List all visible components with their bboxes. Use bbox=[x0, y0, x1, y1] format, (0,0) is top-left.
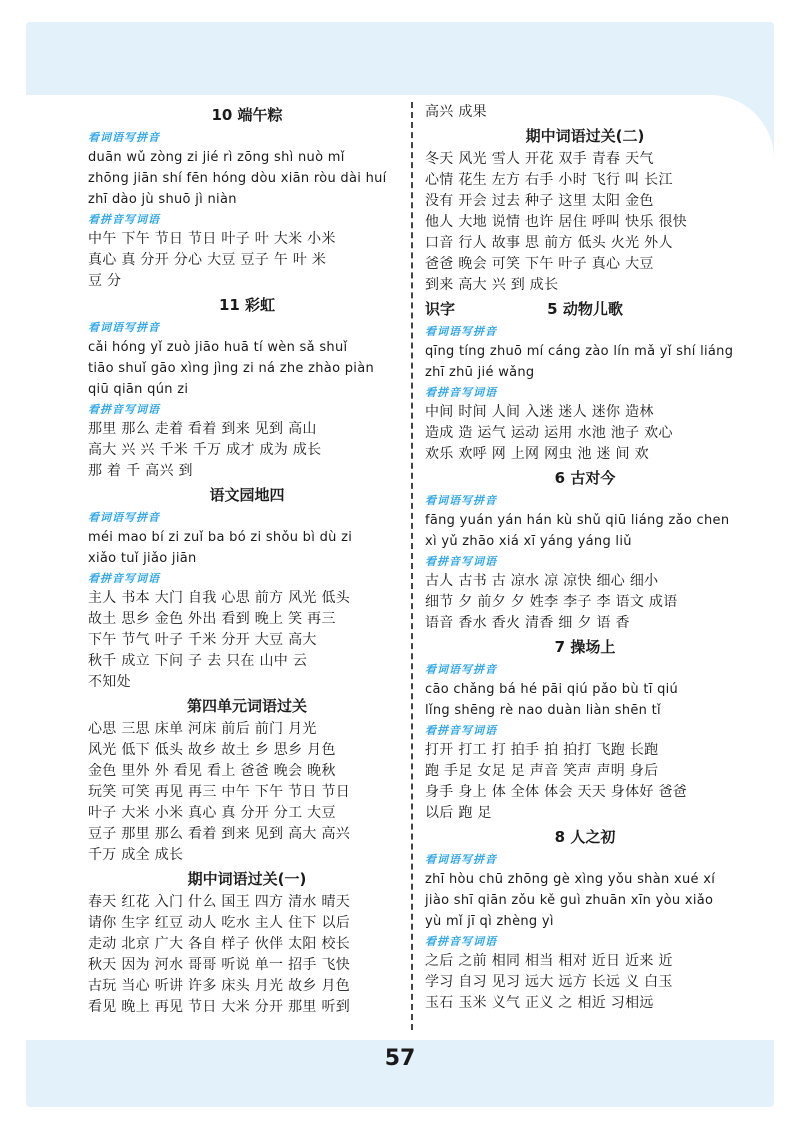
pinyin-line: qīng tíng zhuō mí cáng zào lín mǎ yǐ shí liáng bbox=[425, 344, 734, 359]
section-title bbox=[88, 102, 406, 128]
section-title-text: 6 古对今 bbox=[554, 469, 616, 487]
word-line: 欢乐 欢呼 网 上网 网虫 池 迷 间 欢 bbox=[425, 446, 649, 462]
section-title bbox=[88, 292, 406, 318]
section-title-text: 7 操场上 bbox=[554, 638, 616, 656]
exercise-label: 看拼音写词语 bbox=[425, 386, 497, 399]
word-line: 下午 节气 叶子 千米 分开 大豆 高大 bbox=[88, 632, 317, 648]
section-title bbox=[425, 123, 745, 149]
section-title-text: 11 彩虹 bbox=[218, 296, 276, 314]
word-line: 那里 那么 走着 看着 到来 见到 高山 bbox=[88, 421, 317, 437]
section-title bbox=[88, 482, 406, 508]
word-line: 古人 古书 古 凉水 凉 凉快 细心 细小 bbox=[425, 573, 659, 589]
pinyin-line: tiāo shuǐ gāo xìng jìng zi ná zhe zhào piàn bbox=[88, 361, 375, 376]
word-line: 豆 分 bbox=[88, 273, 122, 289]
word-line: 心情 花生 左方 右手 小时 飞行 叫 长江 bbox=[425, 172, 673, 188]
pinyin-line: yù mǐ jī qì zhèng yì bbox=[425, 914, 554, 929]
section-title-text: 10 端午粽 bbox=[211, 106, 283, 124]
word-line: 请你 生字 红豆 动人 吃水 主人 住下 以后 bbox=[88, 915, 351, 931]
section-title bbox=[88, 866, 406, 892]
pinyin-line: xì yǔ zhāo xiá xī yáng yáng liǔ bbox=[425, 534, 632, 549]
word-line: 玩笑 可笑 再见 再三 中午 下午 节日 节日 bbox=[88, 784, 351, 800]
word-line: 跑 手足 女足 足 声音 笑声 声明 身后 bbox=[425, 763, 659, 779]
section-lead: 识字 bbox=[425, 300, 456, 318]
word-line: 造成 造 运气 运动 运用 水池 池子 欢心 bbox=[425, 425, 673, 441]
section-title bbox=[425, 296, 745, 322]
word-line: 打开 打工 打 拍手 拍 拍打 飞跑 长跑 bbox=[425, 742, 659, 758]
pinyin-line: méi mao bí zi zuǐ ba bó zi shǒu bì dù zi bbox=[88, 530, 353, 545]
word-line: 没有 开会 过去 种子 这里 太阳 金色 bbox=[425, 193, 654, 209]
word-line: 冬天 风光 雪人 开花 双手 青春 天气 bbox=[425, 151, 654, 167]
word-line: 主人 书本 大门 自我 心思 前方 风光 低头 bbox=[88, 590, 351, 606]
exercise-label: 看拼音写词语 bbox=[88, 403, 160, 416]
pinyin-line: qiū qiān qún zi bbox=[88, 382, 189, 397]
pinyin-line: zhōng jiān shí fēn hóng dòu xiān ròu dài huí bbox=[88, 171, 387, 186]
pinyin-line: cāo chǎng bá hé pāi qiú pǎo bù tī qiú bbox=[425, 682, 679, 697]
exercise-label: 看词语写拼音 bbox=[88, 321, 160, 334]
section-title bbox=[425, 634, 745, 660]
word-line: 古玩 当心 听讲 许多 床头 月光 故乡 月色 bbox=[88, 978, 351, 994]
word-line: 到来 高大 兴 到 成长 bbox=[425, 277, 559, 293]
word-line: 故土 思乡 金色 外出 看到 晚上 笑 再三 bbox=[88, 611, 336, 627]
word-line: 不知处 bbox=[88, 674, 131, 690]
word-line: 走动 北京 广大 各自 样子 伙伴 太阳 校长 bbox=[88, 936, 351, 952]
page-number: 57 bbox=[384, 1046, 416, 1071]
word-line: 玉石 玉米 义气 正义 之 相近 习相远 bbox=[425, 995, 654, 1011]
exercise-label: 看词语写拼音 bbox=[88, 131, 160, 144]
word-line: 叶子 大米 小米 真心 真 分开 分工 大豆 bbox=[88, 805, 336, 821]
word-line: 细节 夕 前夕 夕 姓李 李子 李 语文 成语 bbox=[425, 594, 678, 610]
exercise-label: 看词语写拼音 bbox=[88, 511, 160, 524]
word-line: 秋天 因为 河水 哥哥 听说 单一 招手 飞快 bbox=[88, 957, 351, 973]
exercise-label: 看词语写拼音 bbox=[425, 325, 497, 338]
word-line: 金色 里外 外 看见 看上 爸爸 晚会 晚秋 bbox=[88, 763, 336, 779]
exercise-label: 看拼音写词语 bbox=[425, 724, 497, 737]
word-line: 真心 真 分开 分心 大豆 豆子 午 叶 米 bbox=[88, 252, 327, 268]
word-line: 中午 下午 节日 节日 叶子 叶 大米 小米 bbox=[88, 231, 336, 247]
word-line: 口音 行人 故事 思 前方 低头 火光 外人 bbox=[425, 235, 673, 251]
word-line: 风光 低下 低头 故乡 故土 乡 思乡 月色 bbox=[88, 742, 336, 758]
exercise-label: 看词语写拼音 bbox=[425, 663, 497, 676]
word-line: 高兴 成果 bbox=[425, 104, 487, 120]
pinyin-line: lǐng shēng rè nao duàn liàn shēn tǐ bbox=[425, 703, 661, 718]
word-line: 中间 时间 人间 入迷 迷人 迷你 造林 bbox=[425, 404, 654, 420]
word-line: 豆子 那里 那么 看着 到来 见到 高大 高兴 bbox=[88, 826, 351, 842]
word-line: 以后 跑 足 bbox=[425, 805, 492, 821]
word-line: 他人 大地 说情 也许 居住 呼叫 快乐 很快 bbox=[425, 214, 688, 230]
pinyin-line: duān wǔ zòng zi jié rì zōng shì nuò mǐ bbox=[88, 150, 345, 165]
word-line: 秋千 成立 下问 子 去 只在 山中 云 bbox=[88, 653, 308, 669]
word-line: 那 着 千 高兴 到 bbox=[88, 463, 193, 479]
exercise-label: 看拼音写词语 bbox=[88, 213, 160, 226]
exercise-label: 看拼音写词语 bbox=[425, 555, 497, 568]
word-line: 春天 红花 入门 什么 国王 四方 清水 晴天 bbox=[88, 894, 351, 910]
word-line: 语音 香水 香火 清香 细 夕 语 香 bbox=[425, 615, 630, 631]
word-line: 看见 晚上 再见 节日 大米 分开 那里 听到 bbox=[88, 999, 351, 1015]
right-column bbox=[425, 102, 745, 1014]
word-line: 身手 身上 体 全体 体会 天天 身体好 爸爸 bbox=[425, 784, 688, 800]
section-title-text: 8 人之初 bbox=[554, 828, 616, 846]
section-title bbox=[88, 693, 406, 719]
section-title-text: 期中词语过关(二) bbox=[525, 127, 645, 145]
left-column bbox=[88, 102, 406, 1018]
exercise-label: 看拼音写词语 bbox=[88, 572, 160, 585]
exercise-label: 看词语写拼音 bbox=[425, 494, 497, 507]
word-line: 爸爸 晚会 可笑 下午 叶子 真心 大豆 bbox=[425, 256, 654, 272]
section-title-text: 第四单元词语过关 bbox=[186, 697, 307, 715]
word-line: 学习 自习 见习 远大 远方 长远 义 白玉 bbox=[425, 974, 673, 990]
exercise-label: 看词语写拼音 bbox=[425, 853, 497, 866]
exercise-label: 看拼音写词语 bbox=[425, 935, 497, 948]
section-title bbox=[425, 824, 745, 850]
pinyin-line: zhī zhū jié wǎng bbox=[425, 365, 535, 380]
word-line: 心思 三思 床单 河床 前后 前门 月光 bbox=[88, 721, 317, 737]
section-title-text: 语文园地四 bbox=[209, 486, 285, 504]
pinyin-line: xiǎo tuǐ jiǎo jiān bbox=[88, 551, 197, 566]
pinyin-line: cǎi hóng yǐ zuò jiāo huā tí wèn sǎ shuǐ bbox=[88, 340, 348, 355]
word-line: 高大 兴 兴 千米 千万 成才 成为 成长 bbox=[88, 442, 322, 458]
column-divider bbox=[411, 102, 413, 1030]
pinyin-line: jiào shī qiān zǒu kě guì zhuān xīn yòu xiǎo bbox=[425, 893, 714, 908]
word-line: 之后 之前 相同 相当 相对 近日 近来 近 bbox=[425, 953, 673, 969]
pinyin-line: fāng yuán yán hán kù shǔ qiū liáng zǎo chen bbox=[425, 513, 730, 528]
section-title-text: 期中词语过关(一) bbox=[187, 870, 307, 888]
section-title bbox=[425, 465, 745, 491]
pinyin-line: zhī hòu chū zhōng gè xìng yǒu shàn xué xí bbox=[425, 872, 716, 887]
section-title-text: 5 动物儿歌 bbox=[547, 300, 623, 318]
word-line: 千万 成全 成长 bbox=[88, 847, 184, 863]
pinyin-line: zhī dào jù shuō jì niàn bbox=[88, 192, 237, 207]
